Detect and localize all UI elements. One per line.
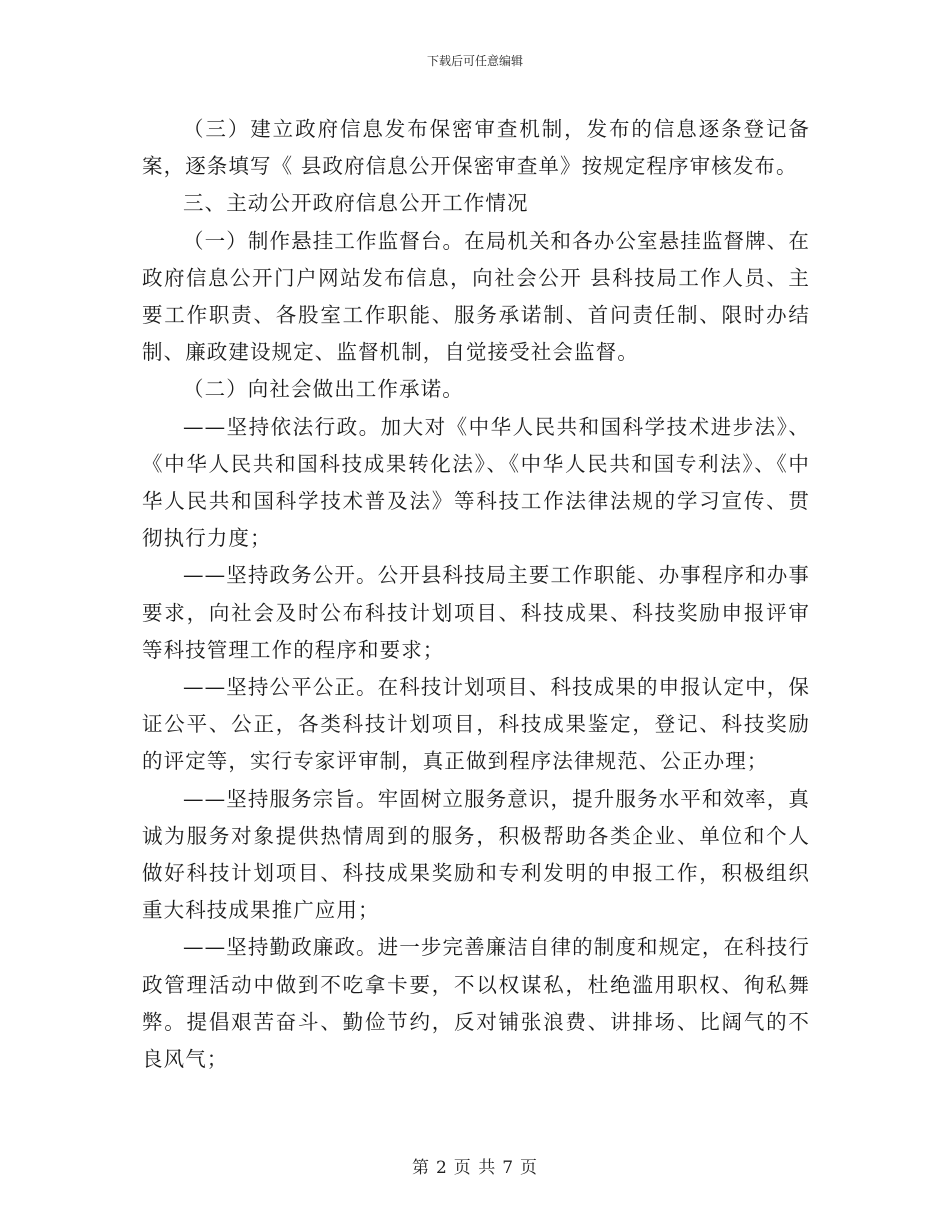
current-page-number: 2 <box>435 1158 448 1178</box>
total-page-number: 7 <box>502 1158 515 1178</box>
paragraph-rule-of-law: ——坚持依法行政。加大对《中华人民共和国科学技术进步法》、《中华人民共和国科技成果转化法》、《中华人民共和国专利法》、《中华人民共和国科学技术普及法》等科技工作法律法规的学习宣传、贯彻执行力度； <box>142 414 810 551</box>
footer-suffix: 页 <box>520 1158 539 1178</box>
paragraph-work-commitment: （二）向社会做出工作承诺。 <box>183 377 464 402</box>
document-body <box>142 111 810 1078</box>
page-footer <box>0 1153 950 1178</box>
paragraph-section-3-review: （三）建立政府信息发布保密审查机制，发布的信息逐条登记备案，逐条填写《 县政府信息公开保密审查单》按规定程序审核发布。 <box>142 117 810 179</box>
footer-middle: 页 共 <box>453 1158 497 1178</box>
paragraph-supervision-board: （一）制作悬挂工作监督台。在局机关和各办公室悬挂监督牌、在政府信息公开门户网站发布信息，向社会公开 县科技局工作人员、主要工作职责、各股室工作职能、服务承诺制、首问责任制、限时办结制、廉政建设规定、监督机制，自觉接受社会监督。 <box>142 228 810 365</box>
footer-prefix: 第 <box>411 1158 430 1178</box>
paragraph-government-transparency: ——坚持政务公开。公开县科技局主要工作职能、办事程序和办事要求，向社会及时公布科技计划项目、科技成果、科技奖励申报评审等科技管理工作的程序和要求； <box>142 563 810 662</box>
section-heading-proactive-disclosure: 三、主动公开政府信息公开工作情况 <box>183 191 529 216</box>
paragraph-service: ——坚持服务宗旨。牢固树立服务意识，提升服务水平和效率，真诚为服务对象提供热情周到的服务，积极帮助各类企业、单位和个人做好科技计划项目、科技成果奖励和专利发明的申报工作，积极组织重大科技成果推广应用； <box>142 786 810 923</box>
page-header: 下载后可任意编辑 <box>426 54 523 68</box>
paragraph-fairness: ——坚持公平公正。在科技计划项目、科技成果的申报认定中，保证公平、公正，各类科技计划项目，科技成果鉴定，登记、科技奖励的评定等，实行专家评审制，真正做到程序法律规范、公正办理； <box>142 675 810 774</box>
paragraph-integrity: ——坚持勤政廉政。进一步完善廉洁自律的制度和规定，在科技行政管理活动中做到不吃拿卡要，不以权谋私，杜绝滥用职权、徇私舞弊。提倡艰苦奋斗、勤俭节约，反对铺张浪费、讲排场、比阔气的不良风气； <box>142 935 810 1072</box>
